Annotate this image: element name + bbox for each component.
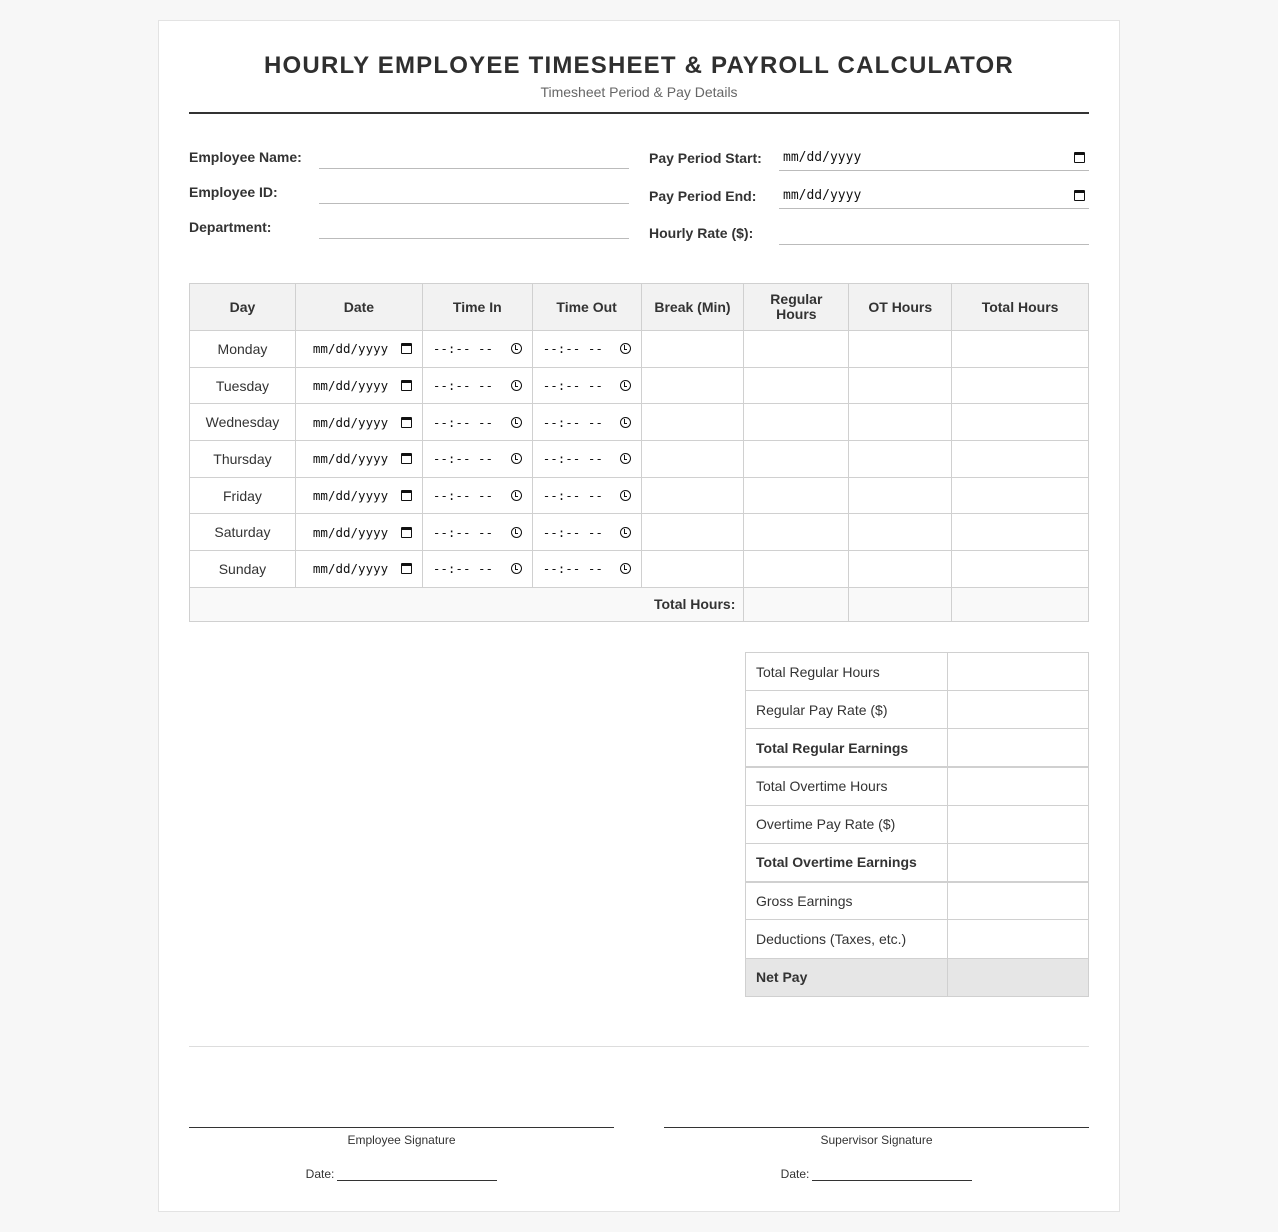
time-out-cell[interactable] [532,331,641,368]
total-hours-cell[interactable] [952,477,1089,514]
clock-icon[interactable] [620,380,631,391]
employee-name-field[interactable] [319,149,629,169]
column-header: Time Out [532,284,641,331]
supervisor-date-label: Date: [780,1167,810,1181]
date-placeholder: mm/dd/yyyy [783,188,862,203]
supervisor-signature-label: Supervisor Signature [820,1133,933,1147]
regular-hours-cell[interactable] [744,551,849,588]
pay-period-start-label: Pay Period Start: [649,150,762,166]
summary-value-cell[interactable] [948,767,1089,805]
time-placeholder: --:-- -- [542,561,603,577]
summary-label: Total Regular Earnings [746,729,948,767]
employee-info-section [189,114,1089,274]
summary-row [746,843,1089,881]
clock-icon[interactable] [620,490,631,501]
calendar-icon[interactable] [1074,152,1085,163]
date-placeholder: mm/dd/yyyy [783,150,862,165]
date-placeholder: mm/dd/yyyy [312,378,389,394]
pay-period-start-input[interactable] [779,145,1089,171]
date-placeholder: mm/dd/yyyy [312,451,389,467]
total-hours-cell[interactable] [952,514,1089,551]
summary-row [746,729,1089,767]
time-out-cell[interactable] [532,514,641,551]
table-row [190,441,1089,478]
summary-value-cell[interactable] [948,805,1089,843]
date-placeholder: mm/dd/yyyy [312,341,389,357]
table-row [190,514,1089,551]
employee-name-label: Employee Name: [189,149,302,165]
employee-signature-block [189,1127,614,1181]
time-out-cell[interactable] [532,367,641,404]
date-placeholder: mm/dd/yyyy [312,488,389,504]
table-header-row [190,284,1089,331]
time-in-cell[interactable] [422,441,532,478]
date-input-cell[interactable] [295,331,422,368]
time-in-cell[interactable] [422,331,532,368]
date-input-cell[interactable] [295,404,422,441]
clock-icon[interactable] [511,490,522,501]
time-placeholder: --:-- -- [432,561,494,577]
column-header: Regular Hours [744,284,849,331]
pay-period-start-row [649,145,1089,171]
time-placeholder: --:-- -- [432,341,494,357]
time-placeholder: --:-- -- [432,488,494,504]
clock-icon[interactable] [620,563,631,574]
calendar-icon[interactable] [401,453,412,464]
department-label: Department: [189,219,272,235]
break-cell[interactable] [641,551,744,588]
day-cell: Wednesday [190,404,296,441]
supervisor-date-line[interactable] [812,1180,972,1181]
day-cell: Saturday [190,514,296,551]
table-row [190,477,1089,514]
time-placeholder: --:-- -- [542,341,603,357]
total-hours-cell[interactable] [952,331,1089,368]
summary-row [746,882,1089,920]
total-hours-cell[interactable] [952,441,1089,478]
employee-id-row [189,184,629,204]
summary-label: Total Overtime Earnings [746,843,948,881]
date-input-cell[interactable] [295,477,422,514]
total-ot-hours-cell[interactable] [849,587,952,621]
summary-value-cell[interactable] [948,920,1089,958]
ot-hours-cell[interactable] [849,477,952,514]
time-out-cell[interactable] [532,404,641,441]
date-placeholder: mm/dd/yyyy [312,414,389,430]
summary-label: Deductions (Taxes, etc.) [746,920,948,958]
date-input-cell[interactable] [295,551,422,588]
clock-icon[interactable] [620,453,631,464]
break-cell[interactable] [641,331,744,368]
break-cell[interactable] [641,404,744,441]
calendar-icon[interactable] [401,380,412,391]
summary-label: Regular Pay Rate ($) [746,691,948,729]
summary-row [746,653,1089,691]
summary-value-cell[interactable] [948,843,1089,881]
calendar-icon[interactable] [401,343,412,354]
total-hours-cell[interactable] [952,367,1089,404]
clock-icon[interactable] [511,380,522,391]
column-header: OT Hours [849,284,952,331]
employee-date-label: Date: [305,1167,335,1181]
time-in-cell[interactable] [422,551,532,588]
summary-value-cell[interactable] [948,882,1089,920]
page-title: HOURLY EMPLOYEE TIMESHEET & PAYROLL CALCULATOR [264,52,1014,79]
time-placeholder: --:-- -- [432,451,494,467]
net-pay-row [746,958,1089,996]
page-subtitle: Timesheet Period & Pay Details [540,84,738,100]
time-placeholder: --:-- -- [542,378,603,394]
summary-value-cell[interactable] [948,729,1089,767]
employee-id-label: Employee ID: [189,184,278,200]
time-in-cell[interactable] [422,477,532,514]
break-cell[interactable] [641,441,744,478]
time-out-cell[interactable] [532,441,641,478]
total-hours-cell[interactable] [952,551,1089,588]
regular-hours-cell[interactable] [744,331,849,368]
ot-hours-cell[interactable] [849,514,952,551]
date-placeholder: mm/dd/yyyy [312,524,389,540]
time-placeholder: --:-- -- [542,488,603,504]
summary-row [746,805,1089,843]
table-row [190,551,1089,588]
regular-hours-cell[interactable] [744,477,849,514]
calendar-icon[interactable] [401,490,412,501]
payroll-summary-table [745,652,1089,997]
clock-icon[interactable] [511,527,522,538]
supervisor-signature-line[interactable] [664,1127,1089,1128]
clock-icon[interactable] [511,343,522,354]
total-hours-row [190,587,1089,621]
clock-icon[interactable] [620,417,631,428]
clock-icon[interactable] [511,453,522,464]
summary-label: Total Regular Hours [746,653,948,691]
table-row [190,367,1089,404]
pay-period-end-row [649,183,1089,209]
total-hours-cell[interactable] [952,404,1089,441]
summary-row [746,920,1089,958]
date-placeholder: mm/dd/yyyy [312,561,389,577]
regular-hours-cell[interactable] [744,367,849,404]
department-field[interactable] [319,219,629,239]
ot-hours-cell[interactable] [849,404,952,441]
total-hours-label: Total Hours: [190,587,744,621]
timesheet-sheet [158,20,1120,1212]
table-row [190,331,1089,368]
column-header: Day [190,284,296,331]
column-header: Date [295,284,422,331]
ot-hours-cell[interactable] [849,551,952,588]
clock-icon[interactable] [511,563,522,574]
summary-label: Total Overtime Hours [746,767,948,805]
clock-icon[interactable] [620,527,631,538]
day-cell: Monday [190,331,296,368]
employee-date-line[interactable] [337,1180,497,1181]
time-in-cell[interactable] [422,514,532,551]
ot-hours-cell[interactable] [849,441,952,478]
hourly-rate-field[interactable] [779,225,1089,245]
clock-icon[interactable] [620,343,631,354]
employee-name-row [189,149,629,169]
summary-label: Gross Earnings [746,882,948,920]
summary-label: Net Pay [746,958,948,996]
clock-icon[interactable] [511,417,522,428]
day-cell: Tuesday [190,367,296,404]
supervisor-signature-block [664,1127,1089,1181]
regular-hours-cell[interactable] [744,404,849,441]
time-out-cell[interactable] [532,477,641,514]
time-placeholder: --:-- -- [432,524,494,540]
calendar-icon[interactable] [401,527,412,538]
calendar-icon[interactable] [401,417,412,428]
pay-period-end-label: Pay Period End: [649,188,757,204]
hourly-rate-row [649,225,1089,245]
time-in-cell[interactable] [422,367,532,404]
hourly-rate-label: Hourly Rate ($): [649,225,754,241]
time-out-cell[interactable] [532,551,641,588]
ot-hours-cell[interactable] [849,367,952,404]
pay-period-end-input[interactable] [779,183,1089,209]
timesheet-table [189,283,1089,622]
time-placeholder: --:-- -- [542,524,603,540]
summary-value-cell[interactable] [948,691,1089,729]
column-header: Total Hours [952,284,1089,331]
time-placeholder: --:-- -- [542,451,603,467]
department-row [189,219,629,239]
day-cell: Friday [190,477,296,514]
day-cell: Sunday [190,551,296,588]
time-placeholder: --:-- -- [432,414,494,430]
column-header: Time In [422,284,532,331]
total-regular-hours-cell[interactable] [744,587,849,621]
summary-label: Overtime Pay Rate ($) [746,805,948,843]
employee-date-row [189,1167,614,1181]
employee-id-field[interactable] [319,184,629,204]
time-placeholder: --:-- -- [542,414,603,430]
date-input-cell[interactable] [295,441,422,478]
date-input-cell[interactable] [295,514,422,551]
date-input-cell[interactable] [295,367,422,404]
supervisor-date-row [664,1167,1089,1181]
break-cell[interactable] [641,477,744,514]
calendar-icon[interactable] [401,563,412,574]
table-row [190,404,1089,441]
day-cell: Thursday [190,441,296,478]
summary-row [746,691,1089,729]
time-placeholder: --:-- -- [432,378,494,394]
break-cell[interactable] [641,514,744,551]
regular-hours-cell[interactable] [744,514,849,551]
break-cell[interactable] [641,367,744,404]
regular-hours-cell[interactable] [744,441,849,478]
employee-signature-line[interactable] [189,1127,614,1128]
column-header: Break (Min) [641,284,744,331]
time-in-cell[interactable] [422,404,532,441]
summary-value-cell[interactable] [948,958,1089,996]
employee-signature-label: Employee Signature [347,1133,456,1147]
signature-divider [189,1046,1089,1047]
summary-value-cell[interactable] [948,653,1089,691]
total-hours-cell[interactable] [952,587,1089,621]
calendar-icon[interactable] [1074,190,1085,201]
summary-row [746,767,1089,805]
ot-hours-cell[interactable] [849,331,952,368]
